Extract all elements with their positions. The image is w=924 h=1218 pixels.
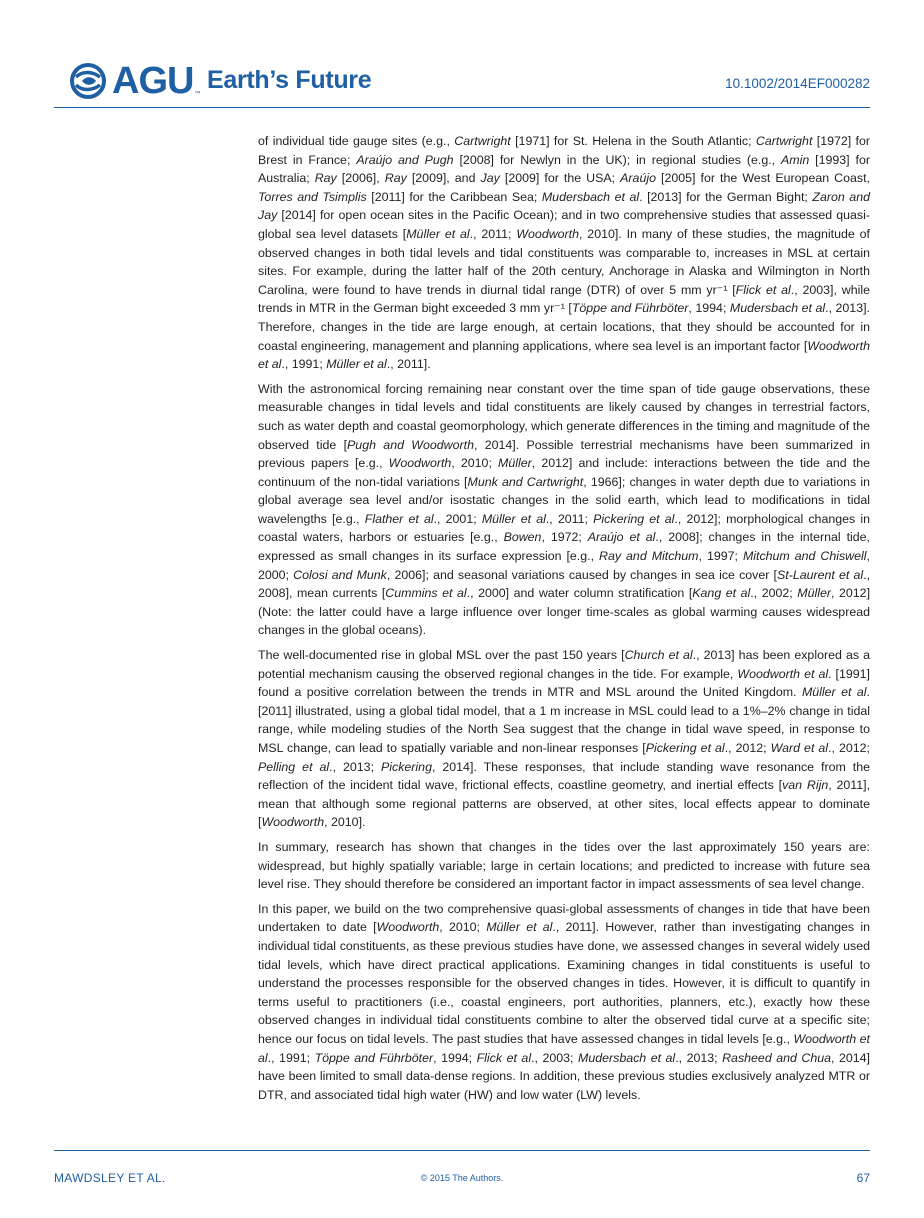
text-run: , 2006]; and seasonal variations caused by changes in sea ice cover [ [386, 567, 777, 582]
agu-globe-icon [70, 63, 110, 99]
citation-author: Woodworth et al [737, 666, 829, 681]
citation-author: Flick et al [735, 282, 791, 297]
citation-author: Jay [480, 171, 500, 186]
citation-author: Munk and Cartwright [467, 474, 584, 489]
text-run: [2006], [336, 171, 385, 186]
text-run: , 2000; [258, 549, 870, 582]
text-run: [2014] for open ocean sites in the Pacific Ocean); and in two comprehensive studies that assessed quasi-global sea level datasets [ [258, 208, 870, 241]
citation-author: Bowen [503, 530, 542, 545]
citation-author: Flick et al [476, 1050, 532, 1065]
text-run: ., 2011; [469, 226, 517, 241]
text-run: ., 1991; [281, 357, 327, 372]
text-run: , 2012] and include: interactions between the tide and the continuum of the non-tidal variations [ [258, 456, 870, 489]
citation-author: Töppe and Führböter [571, 301, 689, 316]
citation-author: Müller [498, 456, 532, 471]
citation-author: Cartwright [755, 134, 813, 148]
citation-author: Araújo et al [587, 530, 656, 545]
citation-author: Müller et al [481, 511, 546, 526]
text-run: ., 2013] has been explored as a potential mechanism causing the observed regional changes in the tide. For example, [258, 648, 870, 681]
citation-author: Colosi and Munk [293, 567, 387, 582]
text-run: ., 2013]. Therefore, changes in the tide are large enough, at certain locations, that they should be accounted for in coastal engineering, management and planning applications, where sea level is an important factor [ [258, 301, 870, 353]
text-run: ., 2012; [724, 741, 771, 755]
text-run: , 1966]; changes in water depth due to variations in global average sea level and/or isostatic changes in the solid earth, which lead to modifications in tidal wavelengths [e.g., [258, 474, 870, 526]
text-run: [1972] for Brest in France; [258, 134, 871, 167]
citation-author: Araújo [620, 171, 656, 186]
text-run: [1971] for St. Helena in the South Atlantic; [510, 134, 756, 148]
text-run: ., 2008]; changes in the internal tide, expressed as small changes in its surface expression [e.g., [258, 530, 871, 564]
citation-author: Pickering et al [593, 511, 675, 526]
text-run: [2008] for Newlyn in the UK); in regional studies (e.g., [453, 152, 782, 167]
text-run: of individual tide gauge sites (e.g., [258, 134, 455, 148]
citation-author: Müller et al [486, 920, 553, 935]
citation-author: Pugh and Woodworth [347, 437, 474, 452]
text-run: , 1994; [433, 1050, 477, 1065]
footer-divider [54, 1150, 870, 1151]
text-run: , 2010]. [324, 815, 366, 830]
text-run: In summary, research has shown that changes in the tides over the last approximately 150 years are: widespread, but highly spatially variable; large in certain locations; and predicted to increase with future sea level rise. They should therefore be considered an important factor in impact assessments of sea level change. [258, 839, 870, 892]
text-run: , 2011], mean that although some regional patterns are observed, at other sites, local effects appear to dominate [ [258, 778, 871, 830]
doi-link[interactable]: 10.1002/2014EF000282 [725, 76, 870, 91]
paragraph [258, 646, 870, 832]
text-run: ., 2001; [433, 511, 482, 526]
text-run: The well-documented rise in global MSL over the past 150 years [ [258, 648, 625, 663]
citation-author: Kang et al [692, 586, 751, 601]
text-run: ., 2011]. However, rather than investigating changes in individual tidal constituents, as these previous studies have done, we assessed changes in several widely used tidal levels, which have direct practical applications. Examining changes in tidal constituents is useful to understand the processes responsible for the observed changes in tides. However, it is difficult to quantify in terms useful to practitioners (i.e., coastal engineers, port authorities, planners, etc.), exactly how these observed changes in individual tidal constituents combine to alter the observed tidal curve at a specific site; hence our focus on tidal levels. The past studies that have assessed changes in tidal levels [e.g., [258, 920, 870, 1046]
text-run: ., 2012; [828, 741, 870, 755]
header-divider [54, 107, 870, 108]
citation-author: Ray [314, 171, 337, 186]
citation-author: Pickering et al [645, 741, 725, 755]
paragraph [258, 900, 870, 1105]
citation-author: Müller [797, 586, 832, 601]
citation-author: Amin [781, 152, 810, 167]
citation-author: Ray and Mitchum [599, 549, 699, 564]
text-run: ., 2013; [329, 759, 381, 774]
text-run: ., 2008], mean currents [ [258, 567, 871, 601]
citation-author: Pelling et al [258, 759, 330, 774]
citation-author: Mudersbach et al [541, 189, 640, 204]
citation-author: Ray [384, 171, 407, 186]
citation-author: Cummins et al [385, 586, 467, 601]
text-run: ., 2012]; morphological changes in coastal waters, harbors or estuaries [e.g., [258, 511, 871, 545]
text-run: , 1994; [688, 301, 730, 316]
text-run: . [2013] for the German Bight; [639, 189, 813, 204]
text-run: , 1972; [541, 530, 588, 545]
citation-author: Torres and Tsimplis [258, 189, 367, 204]
text-run: , 2010]. In many of these studies, the magnitude of observed changes in both tidal levels and tidal constituents was comparable to, increases in MSL at certain sites. For example, during the latter half of the 20th century, Anchorage in Alaska and Wilmington in North Carolina, were found to have trends in diurnal tidal range (DTR) of over 5 mm yr⁻¹ [ [258, 226, 870, 297]
text-run: ., 2011; [545, 511, 594, 526]
text-run: , 2014]. Possible terrestrial mechanisms have been summarized in previous papers [e.g., [258, 437, 870, 471]
citation-author: van Rijn [782, 778, 829, 793]
page-header [0, 0, 924, 108]
text-run: ., 2000] and water column stratification [ [466, 586, 693, 601]
citation-author: Pickering [381, 759, 432, 774]
text-run: ., 2002; [750, 586, 798, 601]
citation-author: Müller et al [801, 685, 867, 700]
citation-author: Woodworth [388, 456, 452, 471]
citation-author: Flather et al [364, 511, 434, 526]
page-number: 67 [856, 1171, 870, 1185]
citation-author: Müller et al [326, 357, 387, 372]
text-run: ., 1991; [267, 1050, 315, 1065]
text-run: , 2012] (Note: the latter could have a large influence over longer time-scales as global warming causes widespread changes in the global oceans). [258, 586, 871, 638]
text-run: ., 2011]. [386, 357, 431, 372]
citation-author: Woodworth [376, 920, 440, 935]
text-run: . [1991] found a positive correlation between the trends in MTR and MSL around the United Kingdom. [258, 666, 871, 700]
agu-logo[interactable] [70, 60, 201, 102]
citation-author: Töppe and Führböter [314, 1050, 434, 1065]
text-run: ., 2013; [675, 1050, 723, 1065]
paragraph [258, 132, 870, 374]
citation-author: Araújo and Pugh [356, 152, 454, 167]
text-run: . [2011] illustrated, using a global tidal model, that a 1 m increase in MSL could lead to a 1%–2% change in tidal range, while modeling studies of the North Sea suggest that the change in tidal wave speed, in response to MSL change, can lead to spatially variable and non-linear responses [ [258, 685, 870, 755]
text-run: ., 2003; [531, 1050, 578, 1065]
citation-author: Zaron and Jay [258, 189, 870, 223]
paragraph [258, 380, 870, 640]
paragraph [258, 838, 870, 894]
text-run: With the astronomical forcing remaining near constant over the time span of tide gauge observations, these measurable changes in tidal levels and tidal constituents are likely caused by changes in terrestrial factors, such as water depth and coastal geomorphology, which generate differences in the timing and magnitude of the observed tide [ [258, 381, 870, 452]
citation-author: Woodworth [516, 226, 580, 241]
journal-title[interactable]: Earth’s Future [207, 66, 372, 94]
text-run: , 2010; [451, 456, 499, 471]
citation-author: Mudersbach et al [729, 301, 826, 316]
citation-author: Woodworth [261, 815, 325, 830]
text-run: [2005] for the West European Coast, [655, 171, 870, 186]
citation-author: Woodworth et al [258, 1031, 870, 1065]
text-run: [2009] for the USA; [499, 171, 621, 186]
text-run: ., 2003], while trends in MTR in the German bight exceeded 3 mm yr⁻¹ [ [258, 282, 870, 316]
text-run: , 1997; [698, 549, 743, 564]
article-body [258, 132, 870, 1110]
trademark-mark: ™ [194, 91, 201, 97]
text-run: [2011] for the Caribbean Sea; [366, 189, 542, 204]
text-run: , 2010; [439, 920, 487, 935]
citation-author: Ward et al [770, 741, 829, 755]
footer-copyright: © 2015 The Authors. [420, 1173, 504, 1183]
footer-authors: MAWDSLEY ET AL. [54, 1171, 166, 1185]
citation-author: Mitchum and Chiswell [742, 549, 867, 564]
citation-author: Mudersbach et al [578, 1050, 676, 1065]
text-run: In this paper, we build on the two comprehensive quasi-global assessments of changes in tide that have been undertaken to date [ [258, 901, 870, 935]
citation-author: St-Laurent et al [776, 567, 864, 582]
text-run: [1993] for Australia; [258, 152, 870, 186]
citation-author: Woodworth et al [258, 338, 870, 372]
citation-author: Müller et al [406, 226, 470, 241]
agu-logo-text: AGU [112, 60, 194, 102]
citation-author: Church et al [624, 648, 693, 663]
citation-author: Cartwright [454, 134, 511, 148]
citation-author: Rasheed and Chua [722, 1050, 832, 1065]
text-run: [2009], and [406, 171, 481, 186]
text-run: , 2014]. These responses, that include standing wave resonance from the reflection of the incident tidal wave, frictional effects, coastline geometry, and inertial effects [ [258, 759, 871, 793]
text-run: , 2014] have been limited to small data-dense regions. In addition, these previous studies exclusively analyzed MTR or DTR, and associated tidal high water (HW) and low water (LW) levels. [258, 1050, 870, 1102]
